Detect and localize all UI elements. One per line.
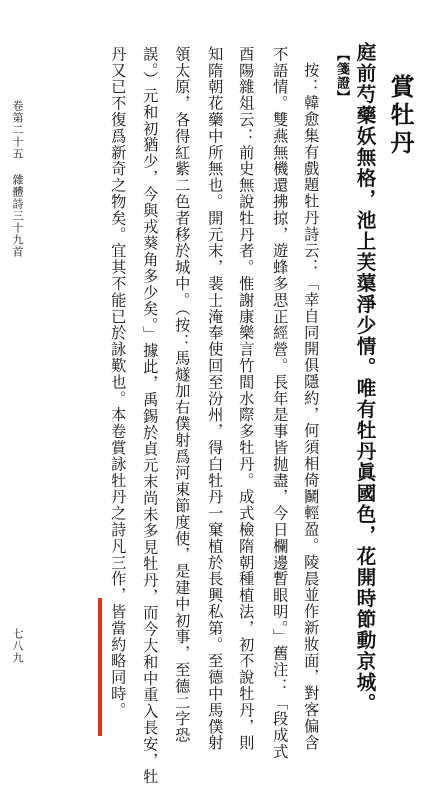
commentary-line-7: 丹又已不復爲新奇之物矣。宜其不能已於詠歎也。本卷賞詠牡丹之詩凡三作，皆當約略同時。: [109, 46, 128, 719]
running-head: 卷第二十五 雜體詩三十九首: [11, 100, 24, 258]
poem-line-1: 庭前芍藥妖無格，池上芙蕖淨少情。唯有牡丹眞國色，花開時節動京城。: [353, 42, 377, 714]
commentary-line-4: 知隋朝花藥中所無也。開元末，裴士淹奉使回至汾州，得白牡丹一窠植於長興私第。至德中馬僕射: [206, 46, 225, 752]
commentary-heading: 【箋證】: [334, 48, 349, 104]
highlight-mark: [98, 598, 102, 736]
poem-title: 賞牡丹: [386, 74, 415, 158]
commentary-line-1: 按：韓愈集有戲題牡丹詩云：「幸自同開俱隱約，何須相倚鬭輕盈。陵晨並作新妝面，對客偏含: [302, 62, 321, 751]
commentary-line-3: 酉陽雜俎云：前史無說牡丹者。惟謝康樂言竹間水際多牡丹。成式檢隋朝種植法，初不說牡丹，則: [237, 46, 256, 752]
commentary-line-2: 不語情。雙燕無機還拂掠，遊蜂多思正經營。長年是事皆抛盡，今日欄邊暫眼明。」舊注：「段成式: [271, 46, 290, 760]
commentary-line-6: 誤。）元和初猶少，今與戎葵角多少矣。」據此，禹錫於貞元末尚未多見牡丹，而今大和中重入長安，牡: [141, 46, 160, 786]
commentary-line-5: 領太原，各得紅紫二色者移於城中。（按：馬燧加右僕射爲河東節度使，是建中初事，至德二字恐: [173, 46, 192, 744]
page-number: 七八九: [11, 628, 24, 664]
